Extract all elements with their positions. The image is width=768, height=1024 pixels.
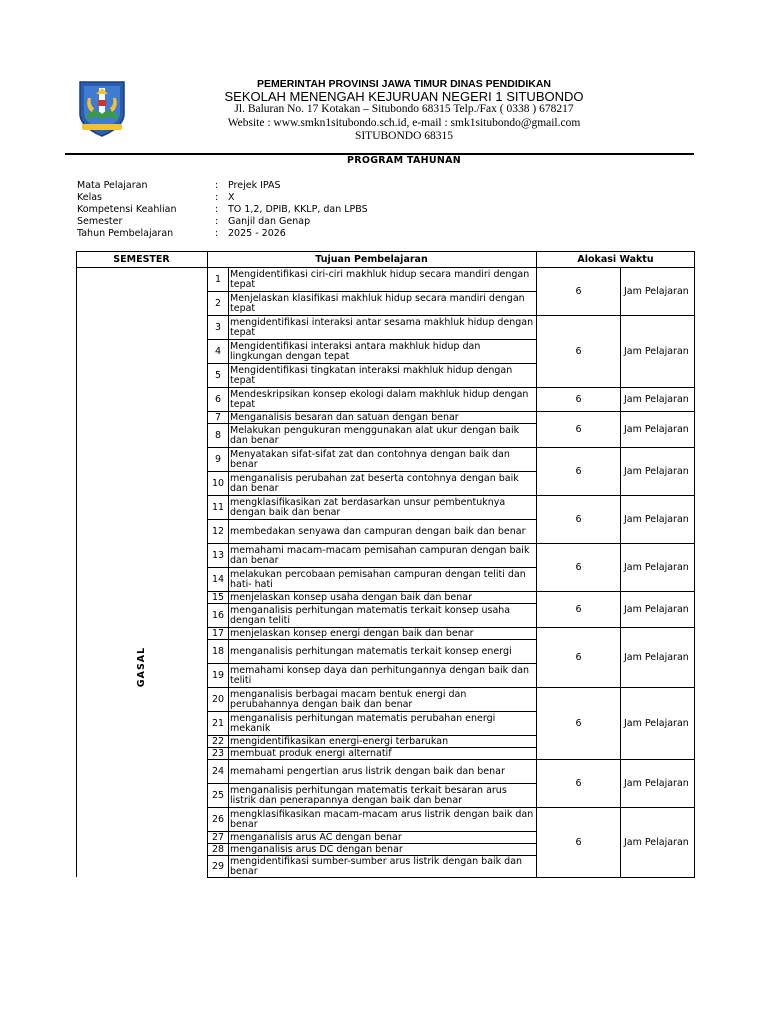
row-number: 21 — [211, 718, 225, 729]
row-number: 7 — [214, 412, 222, 423]
row-number: 17 — [211, 628, 225, 639]
learning-objective: membuat produk energi alternatif — [230, 748, 392, 759]
row-number: 10 — [211, 478, 225, 489]
row-number: 13 — [211, 550, 225, 561]
alokasi-value: 6 — [575, 424, 582, 435]
info-colon: : — [215, 192, 219, 203]
info-label: Kelas — [77, 192, 103, 203]
alokasi-unit: Jam Pelajaran — [624, 514, 689, 525]
learning-objective: menganalisis arus AC dengan benar — [230, 832, 402, 843]
learning-objective: menganalisis berbagai macam bentuk energi dan perubahannya dengan baik dan benar — [230, 688, 467, 710]
row-number: 25 — [211, 790, 225, 801]
row-number: 8 — [214, 430, 222, 441]
alokasi-value: 6 — [575, 718, 582, 729]
school-city: SITUBONDO 68315 — [354, 130, 454, 142]
learning-objective: Menjelaskan klasifikasi makhluk hidup secara mandiri dengan tepat — [230, 292, 525, 314]
learning-objective: mengidentifikasikan energi-energi terbarukan — [230, 736, 449, 747]
info-label: Semester — [77, 216, 123, 227]
alokasi-value: 6 — [575, 652, 582, 663]
learning-objective: menganalisis arus DC dengan benar — [230, 844, 403, 855]
learning-objective: Mengidentifikasi ciri-ciri makhluk hidup secara mandiri dengan tepat — [230, 268, 530, 290]
info-value: X — [228, 192, 235, 203]
school-address: Jl. Baluran No. 17 Kotakan – Situbondo 68315 Telp./Fax ( 0338 ) 678217 — [234, 103, 574, 115]
info-colon: : — [215, 216, 219, 227]
row-number: 14 — [211, 574, 225, 585]
row-number: 18 — [211, 646, 225, 657]
row-number: 15 — [211, 592, 225, 603]
learning-objective: memahami macam-macam pemisahan campuran dengan baik dan benar — [230, 544, 530, 566]
learning-objective: menganalisis perhitungan matematis terkait konsep energi — [230, 645, 512, 657]
learning-objective: Mengidentifikasi tingkatan interaksi makhluk hidup dengan tepat — [230, 364, 513, 386]
alokasi-value: 6 — [575, 346, 582, 357]
row-number: 22 — [211, 736, 225, 747]
learning-objective: mengidentifikasi interaksi antar sesama makhluk hidup dengan tepat — [230, 316, 534, 338]
row-number: 5 — [214, 370, 222, 381]
row-number: 1 — [214, 274, 222, 285]
alokasi-unit: Jam Pelajaran — [624, 718, 689, 729]
row-number: 12 — [211, 526, 225, 537]
learning-objective: Mendeskripsikan konsep ekologi dalam makhluk hidup dengan tepat — [230, 388, 529, 410]
school-name: SEKOLAH MENENGAH KEJURUAN NEGERI 1 SITUBONDO — [224, 89, 584, 104]
alokasi-value: 6 — [575, 394, 582, 405]
learning-objective: Melakukan pengukuran menggunakan alat ukur dengan baik dan benar — [230, 424, 520, 446]
info-colon: : — [215, 204, 219, 215]
row-number: 9 — [214, 454, 222, 465]
info-label: Tahun Pembelajaran — [77, 228, 174, 239]
learning-objective: mengidentifikasi sumber-sumber arus listrik dengan baik dan benar — [230, 856, 523, 877]
row-number: 2 — [214, 298, 222, 309]
alokasi-value: 6 — [575, 778, 582, 789]
header-alokasi: Alokasi Waktu — [577, 254, 654, 265]
info-colon: : — [215, 180, 219, 191]
learning-objective: menganalisis perhitungan matematis terkait konsep usaha dengan teliti — [230, 604, 511, 626]
learning-objective: Menganalisis besaran dan satuan dengan benar — [230, 412, 459, 423]
info-label: Kompetensi Keahlian — [77, 204, 177, 215]
alokasi-value: 6 — [575, 604, 582, 615]
learning-objective: menganalisis perubahan zat beserta contohnya dengan baik dan benar — [230, 472, 519, 494]
alokasi-unit: Jam Pelajaran — [624, 394, 689, 405]
row-number: 11 — [211, 502, 225, 513]
row-number: 28 — [211, 844, 225, 855]
alokasi-value: 6 — [575, 286, 582, 297]
annual-program-table — [76, 251, 695, 877]
info-label: Mata Pelajaran — [77, 180, 148, 191]
alokasi-unit: Jam Pelajaran — [624, 286, 689, 297]
government-name: PEMERINTAH PROVINSI JAWA TIMUR DINAS PENDIDIKAN — [256, 78, 552, 90]
row-number: 3 — [214, 322, 222, 333]
learning-objective: menganalisis perhitungan matematis terkait besaran arus listrik dan penerapannya dengan baik dan benar — [230, 784, 507, 806]
learning-objective: Menyatakan sifat-sifat zat dan contohnya dengan baik dan benar — [230, 448, 510, 470]
alokasi-value: 6 — [575, 837, 582, 848]
row-number: 26 — [211, 814, 225, 825]
semester-label: GASAL — [136, 646, 147, 688]
alokasi-unit: Jam Pelajaran — [624, 837, 689, 848]
info-value: 2025 - 2026 — [228, 228, 286, 239]
learning-objective: mengklasifikasikan zat berdasarkan unsur pembentuknya dengan baik dan benar — [230, 496, 506, 518]
school-website: Website : www.smkn1situbondo.sch.id, e-mail : smk1situbondo@gmail.com — [227, 117, 581, 129]
info-value: Ganjil dan Genap — [228, 216, 311, 227]
learning-objective: menganalisis perhitungan matematis perubahan energi mekanik — [230, 712, 496, 734]
alokasi-unit: Jam Pelajaran — [624, 562, 689, 573]
header-semester: SEMESTER — [113, 254, 170, 265]
alokasi-unit: Jam Pelajaran — [624, 466, 689, 477]
alokasi-value: 6 — [575, 562, 582, 573]
header-tujuan: Tujuan Pembelajaran — [315, 254, 428, 265]
info-value: TO 1,2, DPIB, KKLP, dan LPBS — [228, 204, 368, 215]
row-number: 27 — [211, 832, 225, 843]
learning-objective: membedakan senyawa dan campuran dengan baik dan benar — [230, 525, 526, 537]
learning-objective: memahami konsep daya dan perhitungannya dengan baik dan teliti — [230, 664, 530, 686]
alokasi-value: 6 — [575, 514, 582, 525]
row-number: 20 — [211, 694, 225, 705]
alokasi-value: 6 — [575, 466, 582, 477]
learning-objective: memahami pengertian arus listrik dengan baik dan benar — [230, 765, 505, 777]
row-number: 24 — [211, 766, 225, 777]
learning-objective: mengklasifikasikan macam-macam arus listrik dengan baik dan benar — [230, 808, 534, 830]
row-number: 6 — [214, 394, 222, 405]
info-colon: : — [215, 228, 219, 239]
row-number: 23 — [211, 748, 225, 759]
learning-objective: menjelaskan konsep usaha dengan baik dan benar — [230, 592, 473, 603]
learning-objective: melakukan percobaan pemisahan campuran dengan teliti dan hati- hati — [230, 568, 526, 590]
info-value: Prejek IPAS — [228, 180, 281, 191]
alokasi-unit: Jam Pelajaran — [624, 424, 689, 435]
learning-objective: Mengidentifikasi interaksi antara makhluk hidup dan lingkungan dengan tepat — [230, 340, 481, 362]
row-number: 4 — [214, 346, 222, 357]
row-number: 16 — [211, 610, 225, 621]
alokasi-unit: Jam Pelajaran — [624, 778, 689, 789]
learning-objective: menjelaskan konsep energi dengan baik dan benar — [230, 628, 474, 639]
alokasi-unit: Jam Pelajaran — [624, 604, 689, 615]
row-number: 29 — [211, 861, 225, 872]
row-number: 19 — [211, 670, 225, 681]
alokasi-unit: Jam Pelajaran — [624, 346, 689, 357]
document-title: PROGRAM TAHUNAN — [346, 155, 462, 166]
alokasi-unit: Jam Pelajaran — [624, 652, 689, 663]
